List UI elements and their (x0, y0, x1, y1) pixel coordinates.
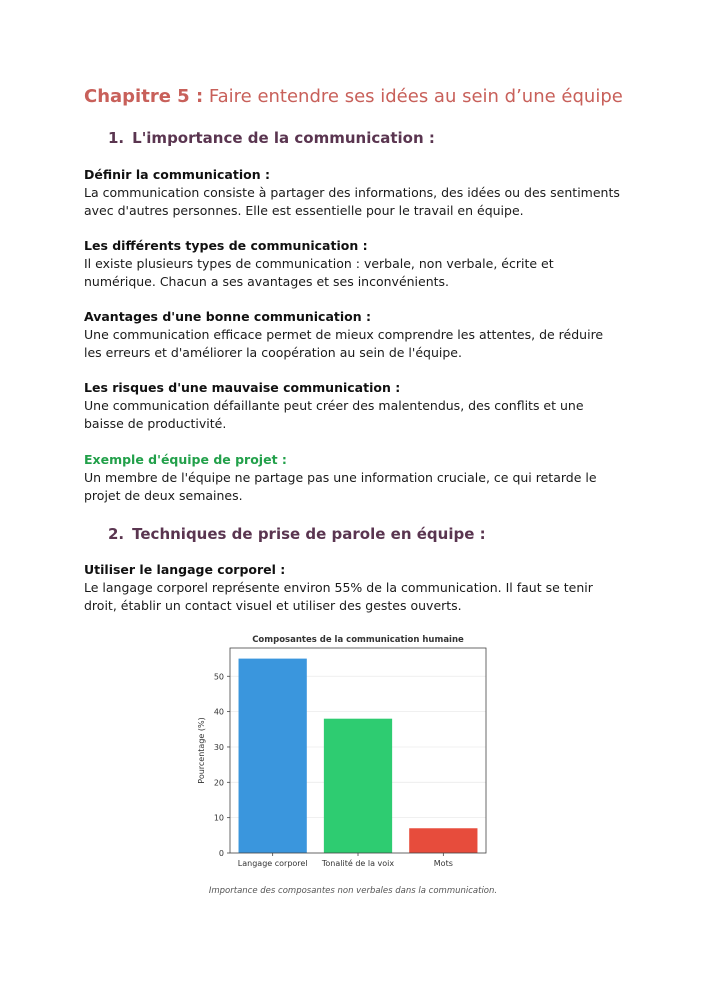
x-tick-label: Langage corporel (237, 859, 308, 868)
block-title: Les différents types de communication : (84, 238, 368, 253)
block-body: Une communication défaillante peut créer des malentendus, des conflits et une baisse de productivité. (84, 398, 584, 431)
text-block-advantages (84, 308, 624, 362)
block-title: Utiliser le langage corporel : (84, 562, 286, 577)
bar-langage-corporel (239, 659, 307, 853)
x-tick-label: Mots (433, 859, 453, 868)
y-tick-label: 40 (213, 707, 224, 717)
text-block-body-language (84, 561, 624, 615)
text-block-types (84, 237, 624, 291)
x-tick-label: Tonalité de la voix (321, 859, 395, 868)
bar-chart (190, 628, 500, 878)
chart-title: Composantes de la communication humaine (252, 635, 464, 645)
block-body: Le langage corporel représente environ 55% de la communication. Il faut se tenir droit, établir un contact visuel et utiliser des gestes ouverts. (84, 580, 593, 613)
block-body: La communication consiste à partager des informations, des idées ou des sentiments avec d'autres personnes. Elle est essentielle pour le travail en équipe. (84, 185, 620, 218)
text-block-example (84, 451, 624, 505)
block-body: Un membre de l'équipe ne partage pas une information cruciale, ce qui retarde le projet de deux semaines. (84, 470, 597, 503)
block-body: Il existe plusieurs types de communication : verbale, non verbale, écrite et numérique. Chacun a ses avantages et ses inconvénients. (84, 256, 554, 289)
y-tick-label: 50 (213, 672, 224, 682)
section-title: Techniques de prise de parole en équipe : (132, 525, 486, 543)
text-block-definition (84, 166, 624, 220)
section-number: 2. (108, 525, 125, 543)
chart-container (190, 628, 500, 878)
block-title: Avantages d'une bonne communication : (84, 309, 371, 324)
section-number: 1. (108, 129, 125, 147)
block-title: Définir la communication : (84, 167, 270, 182)
y-tick-label: 20 (213, 778, 224, 788)
block-body: Une communication efficace permet de mieux comprendre les attentes, de réduire les erreurs et d'améliorer la coopération au sein de l'équipe. (84, 327, 604, 360)
block-title: Les risques d'une mauvaise communication : (84, 380, 401, 395)
block-title-example: Exemple d'équipe de projet : (84, 452, 287, 467)
section-heading-2 (108, 524, 486, 544)
text-block-risks (84, 379, 624, 433)
section-heading-1 (108, 128, 435, 148)
y-tick-label: 10 (213, 813, 224, 823)
chapter-title (84, 86, 623, 108)
bar-tonalit-de-la-voix (324, 719, 392, 853)
y-tick-label: 30 (213, 742, 224, 752)
y-axis-label: Pourcentage (%) (197, 717, 206, 784)
chapter-heading-text: Faire entendre ses idées au sein d’une équipe (208, 86, 623, 107)
bar-mots (409, 828, 477, 853)
section-title: L'importance de la communication : (132, 129, 435, 147)
chart-caption: Importance des composantes non verbales dans la communication. (208, 886, 498, 896)
y-tick-label: 0 (218, 849, 224, 858)
chapter-label: Chapitre 5 : (84, 86, 204, 107)
